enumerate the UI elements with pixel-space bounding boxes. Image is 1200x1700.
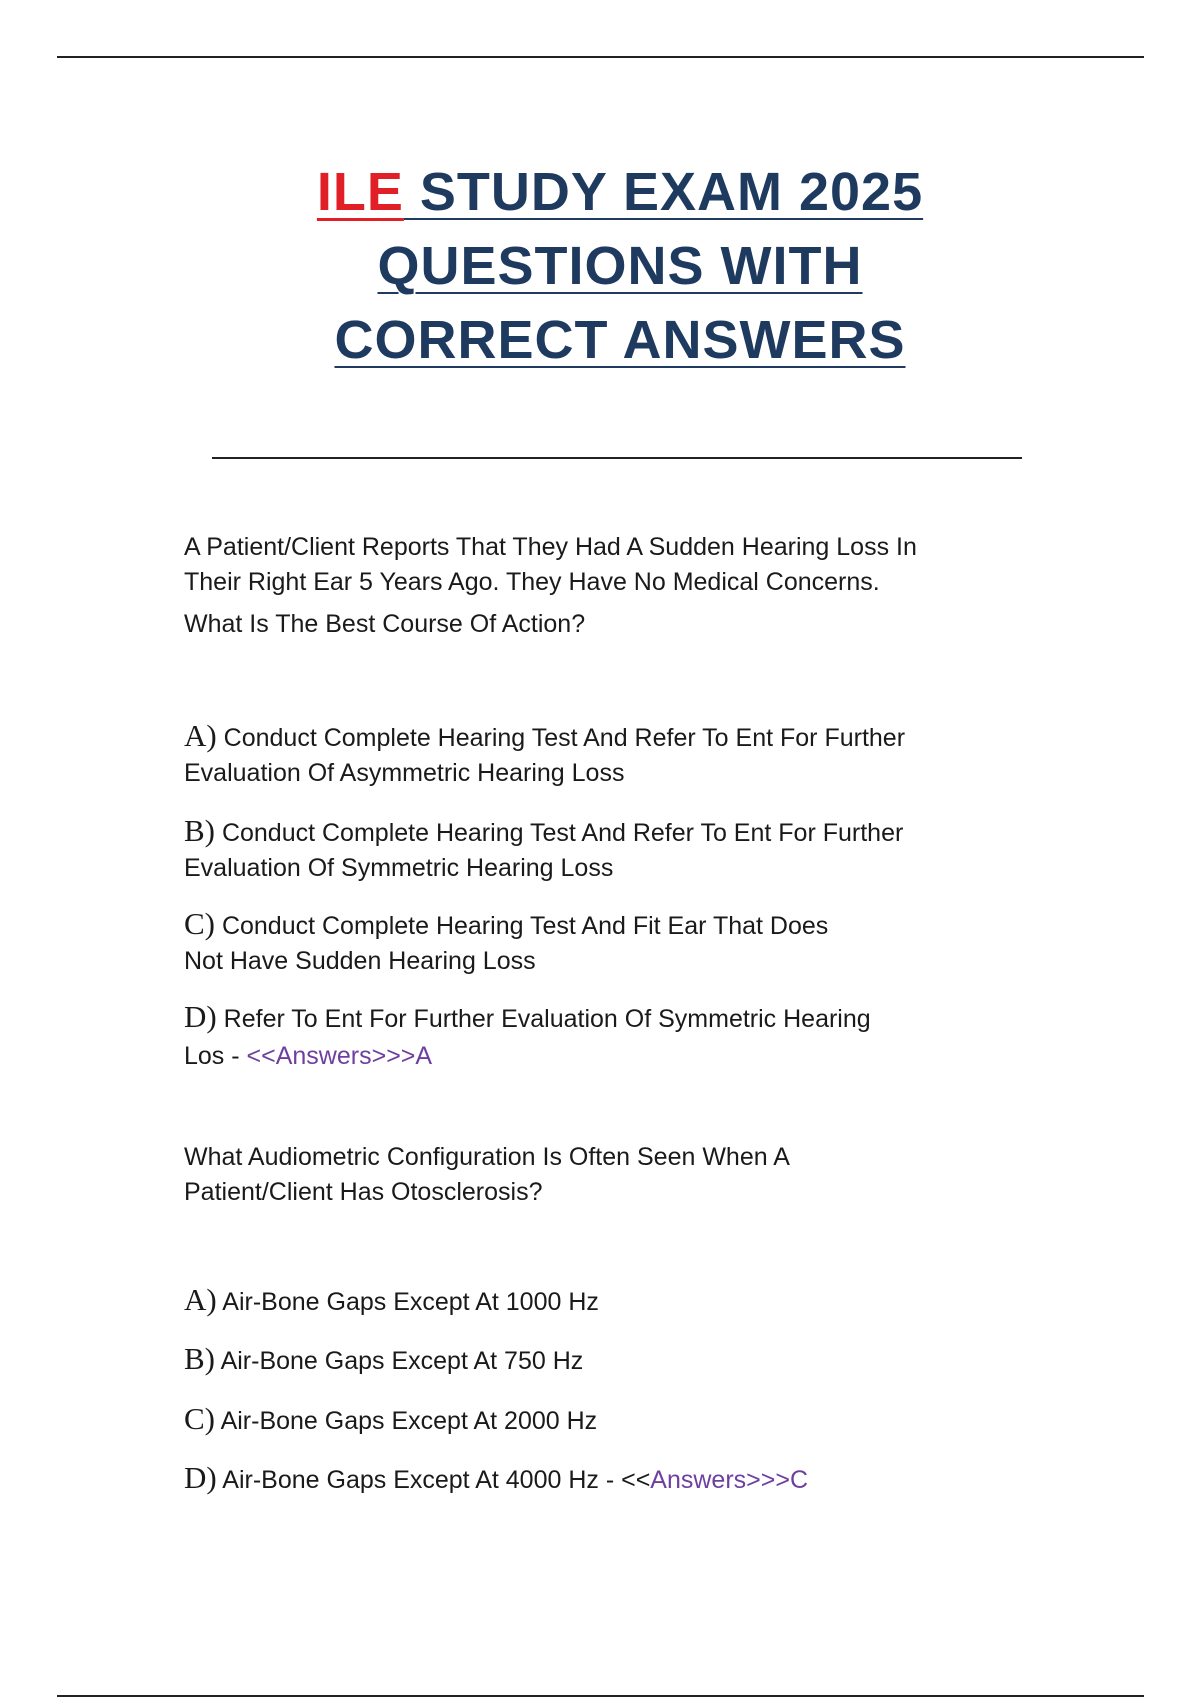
title-line-2	[140, 229, 1100, 303]
question-2-line-2: Patient/Client Has Otosclerosis?	[184, 1178, 543, 1206]
title-line-2-text: QUESTIONS WITH	[377, 236, 863, 296]
title-divider	[212, 457, 1022, 459]
question-2-option-a	[184, 1282, 1034, 1320]
question-1-option-b	[184, 813, 1034, 886]
option-text: Refer To Ent For Further Evaluation Of Symmetric Hearing	[216, 1005, 871, 1033]
option-text-cont: Evaluation Of Symmetric Hearing Loss	[184, 854, 614, 882]
answer-key: <<Answers>>>A	[246, 1042, 433, 1070]
title-line-1	[140, 155, 1100, 229]
question-2-option-c	[184, 1401, 1034, 1439]
question-1-option-c	[184, 906, 1034, 979]
option-text-cont: Not Have Sudden Hearing Loss	[184, 947, 536, 975]
option-text: Air-Bone Gaps Except At 750 Hz	[215, 1347, 584, 1375]
question-2-option-b	[184, 1341, 1034, 1379]
title-line-3	[140, 303, 1100, 377]
title-accent: ILE	[316, 162, 404, 222]
question-1-option-a	[184, 718, 1034, 791]
option-letter: D)	[184, 1460, 217, 1495]
question-1-line-2: Their Right Ear 5 Years Ago. They Have No Medical Concerns.	[184, 568, 880, 596]
option-text-cont: Los -	[184, 1042, 247, 1070]
option-letter: C)	[184, 1401, 215, 1436]
option-letter: C)	[184, 906, 215, 941]
option-text-cont: Evaluation Of Asymmetric Hearing Loss	[184, 759, 625, 787]
document-title	[140, 155, 1100, 377]
option-letter: D)	[184, 999, 217, 1034]
option-letter: A)	[184, 1282, 217, 1317]
option-text: Air-Bone Gaps Except At 2000 Hz	[215, 1407, 598, 1435]
bottom-rule	[57, 1695, 1144, 1697]
option-text: Conduct Complete Hearing Test And Fit Ear That Does	[215, 912, 829, 940]
option-text: Conduct Complete Hearing Test And Refer To Ent For Further	[216, 724, 906, 752]
option-letter: B)	[184, 1341, 215, 1376]
option-text: Conduct Complete Hearing Test And Refer To Ent For Further	[215, 819, 904, 847]
option-text: Air-Bone Gaps Except At 4000 Hz - <<	[216, 1466, 651, 1494]
title-line-3-text: CORRECT ANSWERS	[334, 310, 906, 370]
option-letter: B)	[184, 813, 215, 848]
answer-key: Answers>>>C	[650, 1466, 809, 1494]
question-1-line-1: A Patient/Client Reports That They Had A Sudden Hearing Loss In	[184, 533, 917, 561]
question-2-line-1: What Audiometric Configuration Is Often Seen When A	[184, 1143, 790, 1171]
question-1-line-3: What Is The Best Course Of Action?	[184, 610, 586, 638]
option-text: Air-Bone Gaps Except At 1000 Hz	[216, 1288, 599, 1316]
question-1-text	[184, 530, 1034, 642]
title-line-1-rest: STUDY EXAM 2025	[403, 162, 924, 222]
top-rule	[57, 56, 1144, 58]
question-2-option-d	[184, 1460, 1034, 1498]
question-1-option-d	[184, 999, 1034, 1074]
option-letter: A)	[184, 718, 217, 753]
question-2-text	[184, 1140, 1034, 1210]
